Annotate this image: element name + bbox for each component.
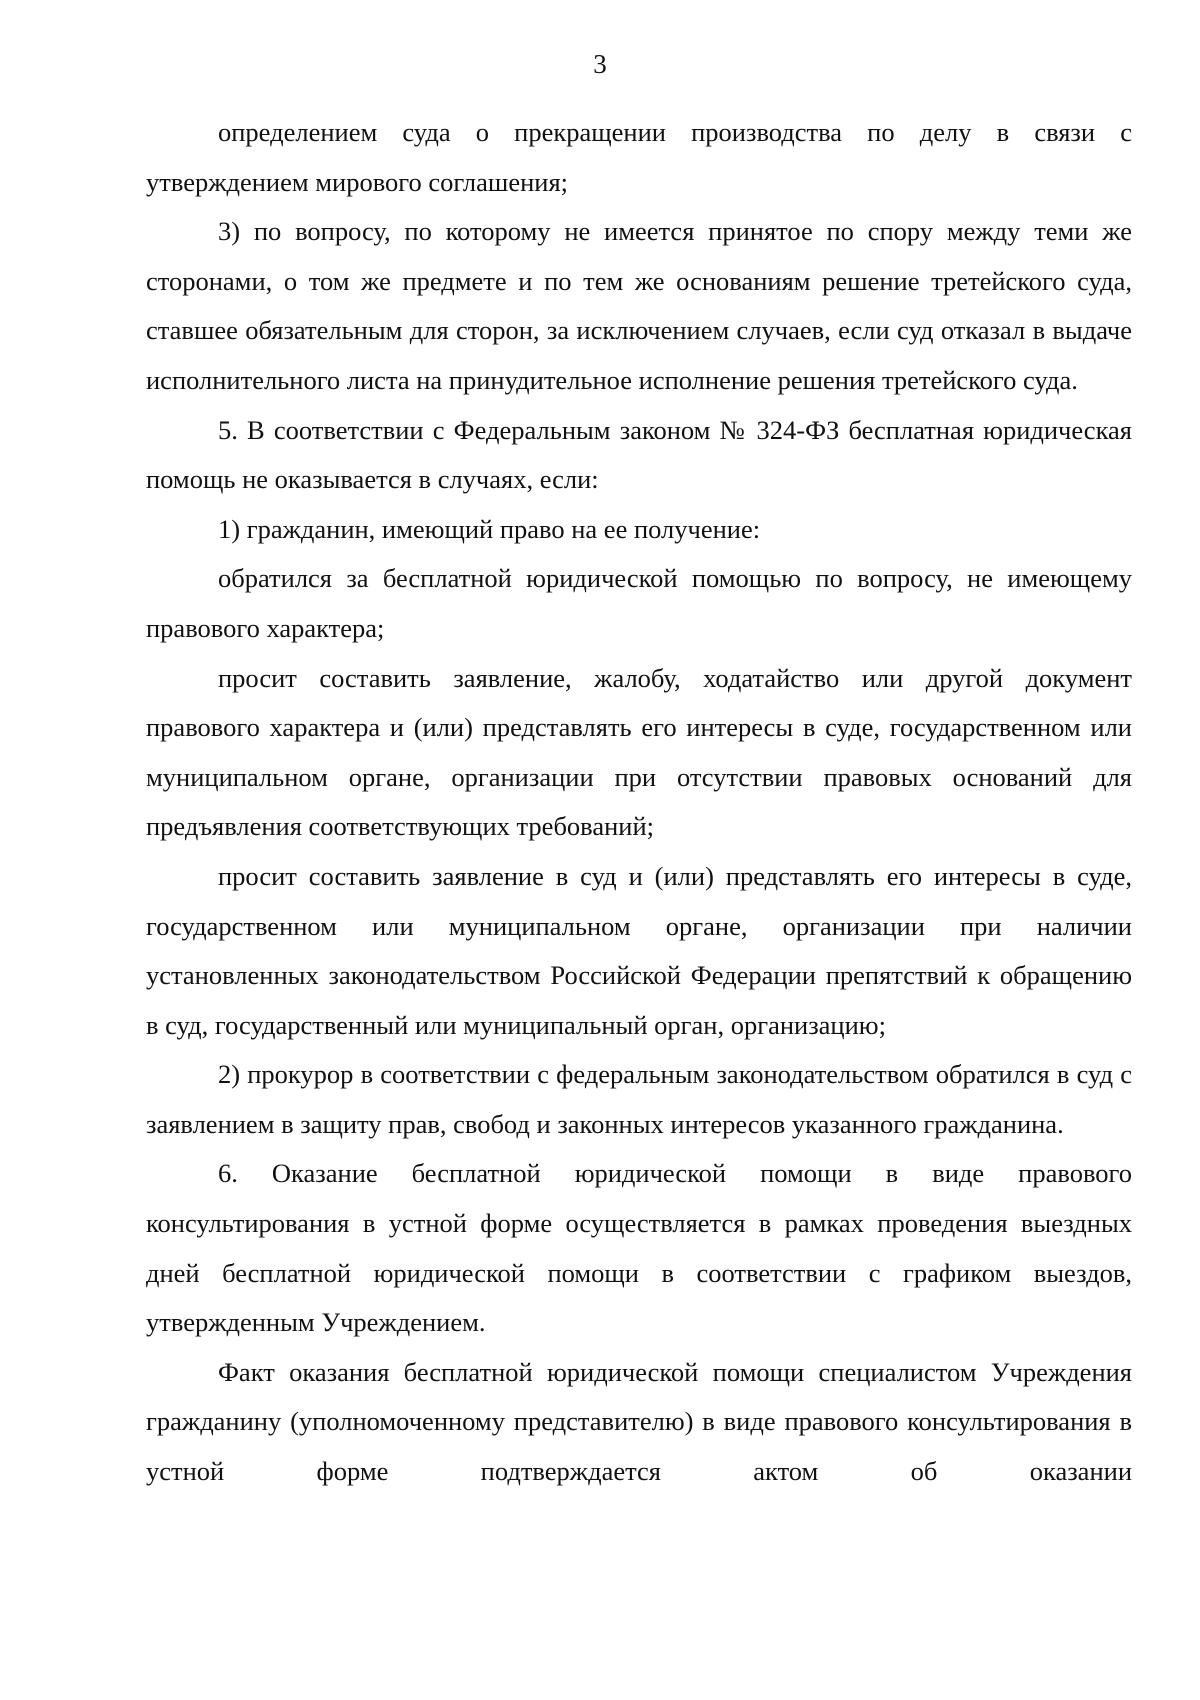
- paragraph: Факт оказания бесплатной юридической помощи специалистом Учреждения гражданину (уполномоченному представителю) в виде правового консультирования в устной форме подтверждается актом об оказании: [146, 1356, 1132, 1487]
- paragraph: 3) по вопросу, по которому не имеется принятое по спору между теми же сторонами, о том же предмете и по тем же основаниям решение третейского суда, ставшее обязательным для сторон, за исключением случаев, если суд отказал в выдаче исполнительного листа на принудительное исполнение решения третейского суда.: [146, 216, 1132, 395]
- paragraph: 1) гражданин, имеющий право на ее получение:: [218, 513, 761, 544]
- paragraph: 2) прокурор в соответствии с федеральным законодательством обратился в суд с заявлением в защиту прав, свобод и законных интересов указанного гражданина.: [146, 1059, 1132, 1139]
- paragraph: обратился за бесплатной юридической помощью по вопросу, не имеющему правового характера;: [146, 563, 1132, 643]
- paragraph: просит составить заявление в суд и (или) представлять его интересы в суде, государственном или муниципальном органе, организации при наличии установленных законодательством Российской Федерации препятствий к обращению в суд, государственный или муниципальный орган, организацию;: [146, 860, 1132, 1040]
- paragraph: 5. В соответствии с Федеральным законом № 324-ФЗ бесплатная юридическая помощь не оказывается в случаях, если:: [146, 414, 1132, 495]
- page-number: 3: [593, 49, 607, 79]
- paragraph: просит составить заявление, жалобу, ходатайство или другой документ правового характера и (или) представлять его интересы в суде, государственном или муниципальном органе, организации при отсутствии правовых оснований для предъявления соответствующих требований;: [146, 662, 1132, 842]
- paragraph: определением суда о прекращении производства по делу в связи с утверждением мирового соглашения;: [146, 117, 1132, 197]
- paragraph: 6. Оказание бесплатной юридической помощи в виде правового консультирования в устной форме осуществляется в рамках проведения выездных дней бесплатной юридической помощи в соответствии с графиком выездов, утвержденным Учреждением.: [146, 1158, 1132, 1338]
- document-body: [146, 108, 1132, 1497]
